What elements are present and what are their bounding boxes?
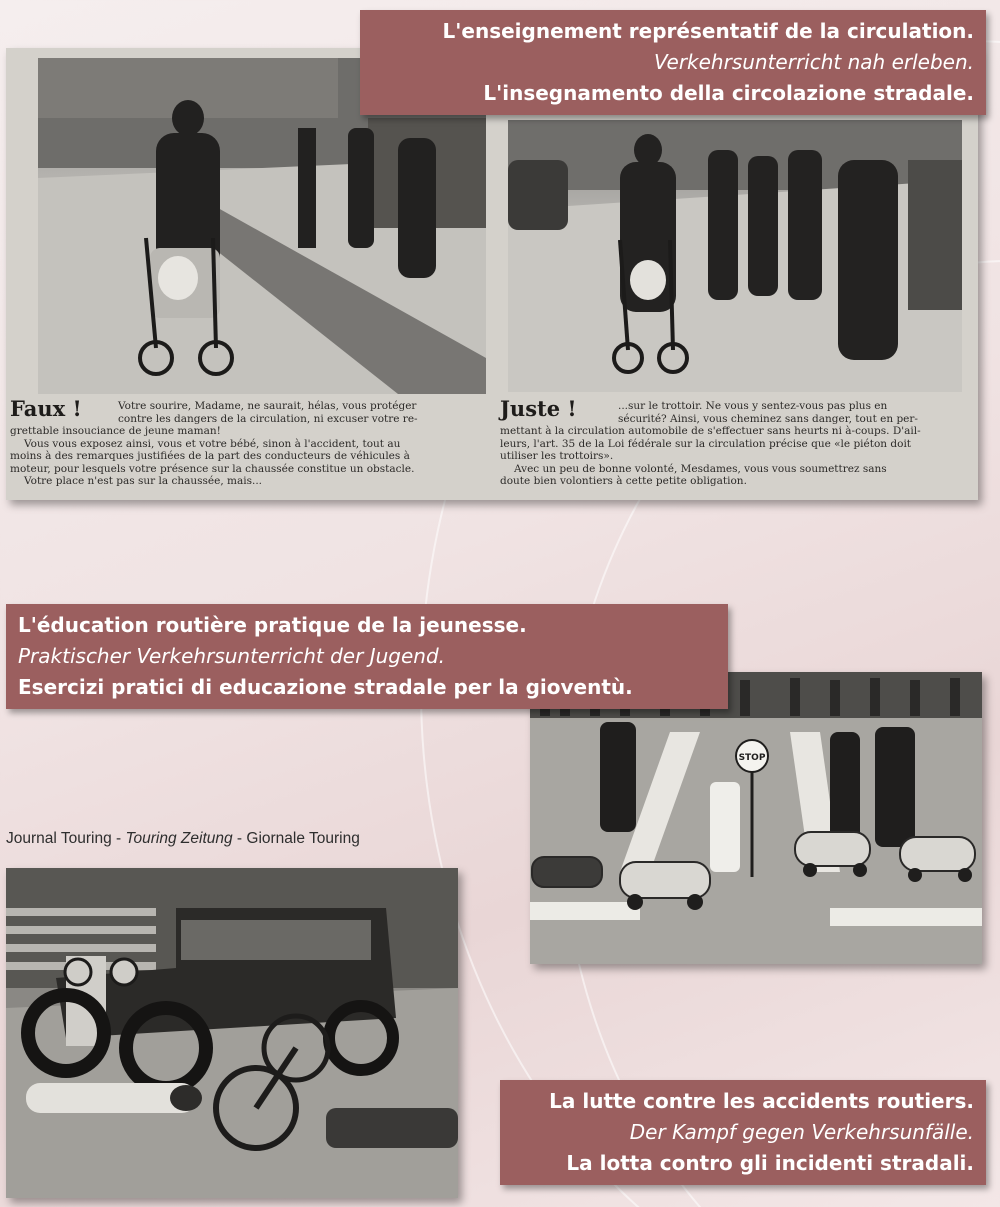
clipping-line: Votre place n'est pas sur la chaussée, mais...	[24, 475, 263, 487]
clipping-text-juste	[500, 400, 976, 488]
newspaper-clipping	[6, 48, 978, 500]
clipping-line: sécurité? Ainsi, vous cheminez sans danger, tout en per-	[618, 412, 918, 425]
headword-juste: Juste !	[500, 396, 577, 421]
clipping-line: mettant à la circulation automobile de s'effectuer sans heurts ni à-coups. D'ail-	[500, 425, 921, 437]
clipping-line: moins à des remarques justifiées de la part des conducteurs de véhicules à	[10, 450, 410, 462]
caption-accident-fight	[500, 1080, 986, 1185]
caption-youth-education	[6, 604, 728, 709]
clipping-line: grettable insouciance de jeune maman!	[10, 425, 221, 437]
caption-line-de: Verkehrsunterricht nah erleben.	[654, 50, 974, 74]
caption-line-it: Esercizi pratici di educazione stradale per la gioventù.	[18, 675, 633, 699]
caption-line-fr: La lutte contre les accidents routiers.	[549, 1089, 974, 1113]
clipping-line: utiliser les trottoirs».	[500, 450, 614, 462]
headword-faux: Faux !	[10, 396, 82, 421]
photo-right-sidewalk	[508, 120, 962, 392]
photo-car-accident	[6, 868, 458, 1198]
clipping-text-faux	[10, 400, 494, 488]
clipping-line: ...sur le trottoir. Ne vous y sentez-vous pas plus en	[618, 400, 888, 412]
caption-line-fr: L'enseignement représentatif de la circulation.	[442, 19, 974, 43]
caption-line-it: L'insegnamento della circolazione stradale.	[483, 81, 974, 105]
clipping-line: leurs, l'art. 35 de la Loi fédérale sur la circulation précise que «le piéton doit	[500, 437, 912, 450]
caption-traffic-teaching	[360, 10, 986, 115]
source-credit: Journal Touring - Touring Zeitung - Giornale Touring	[6, 830, 360, 847]
caption-line-de: Der Kampf gegen Verkehrsunfälle.	[629, 1120, 974, 1144]
photo-youth-traffic-course	[530, 672, 982, 964]
clipping-line: Vous vous exposez ainsi, vous et votre bébé, sinon à l'accident, tout au	[24, 437, 401, 450]
clipping-line: moteur, pour lesquels votre présence sur la chaussée constitue un obstacle.	[10, 462, 415, 475]
caption-line-it: La lotta contro gli incidenti stradali.	[566, 1151, 974, 1175]
stop-sign-text: STOP	[738, 753, 766, 763]
clipping-line: contre les dangers de la circulation, ni excuser votre re-	[118, 412, 418, 425]
clipping-line: Votre sourire, Madame, ne saurait, hélas, vous protéger	[118, 400, 417, 412]
caption-line-de: Praktischer Verkehrsunterricht der Jugend.	[18, 644, 445, 668]
clipping-line: doute bien volontiers à cette petite obligation.	[500, 475, 747, 487]
caption-line-fr: L'éducation routière pratique de la jeunesse.	[18, 613, 527, 637]
clipping-line: Avec un peu de bonne volonté, Mesdames, vous vous soumettrez sans	[514, 462, 887, 475]
